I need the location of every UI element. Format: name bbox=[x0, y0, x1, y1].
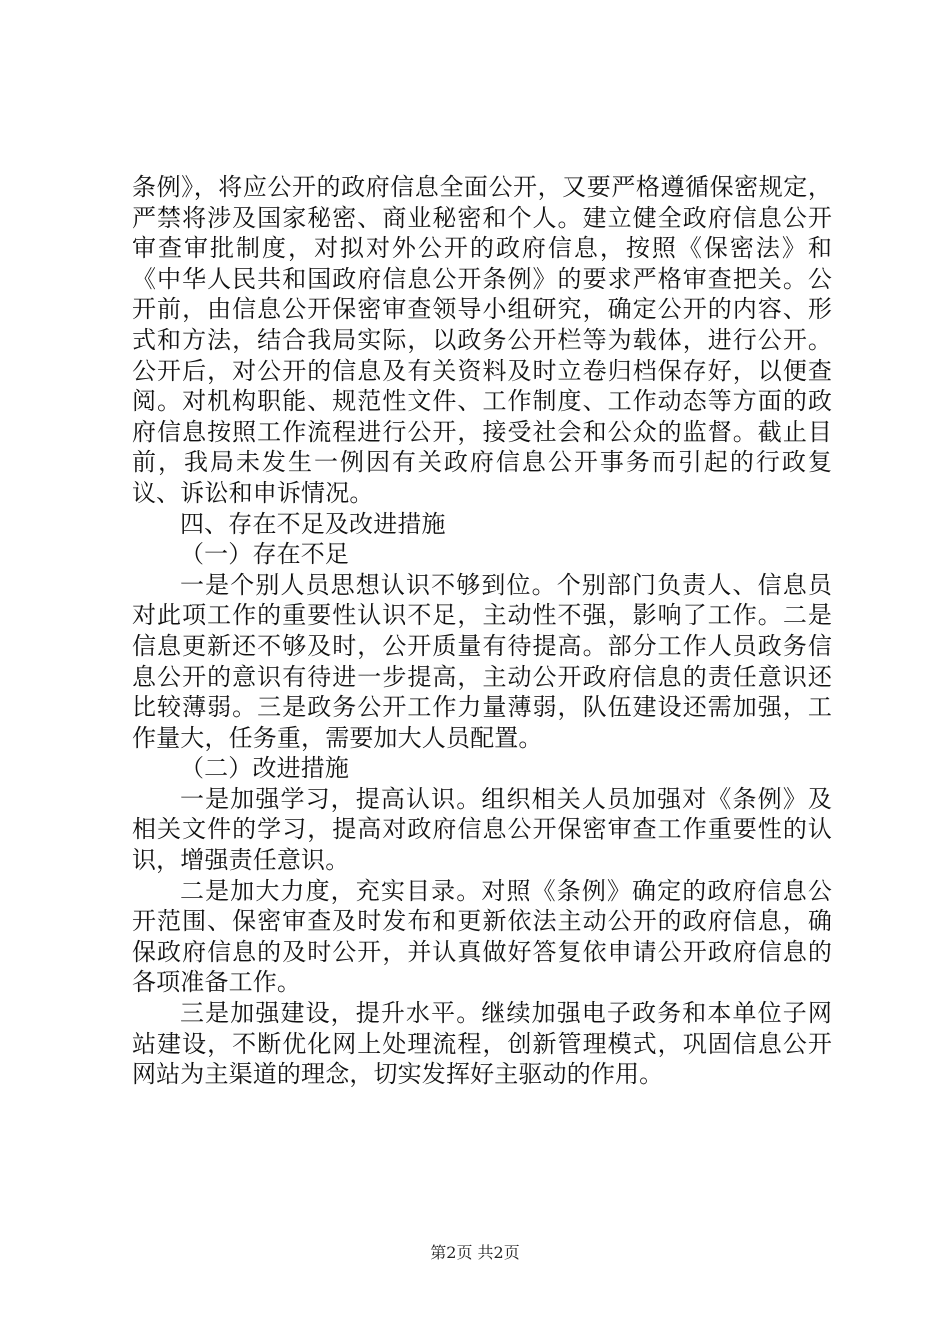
paragraph-continued-regulations: 条例》，将应公开的政府信息全面公开，又要严格遵循保密规定，严禁将涉及国家秘密、商业秘密和个人。建立健全政府信息公开审查审批制度，对拟对外公开的政府信息，按照《保密法》和《中华人民共和国政府信息公开条例》的要求严格审查把关。公开前，由信息公开保密审查领导小组研究，确定公开的内容、形式和方法，结合我局实际，以政务公开栏等为载体，进行公开。公开后，对公开的信息及有关资料及时立卷归档保存好，以便查阅。对机构职能、规范性文件、工作制度、工作动态等方面的政府信息按照工作流程进行公开，接受社会和公众的监督。截止目前，我局未发生一例因有关政府信息公开事务而引起的行政复议、诉讼和申诉情况。 bbox=[132, 173, 832, 507]
page-number-footer: 第2页 共2页 bbox=[430, 1243, 520, 1262]
subheading-improvement-measures: （二）改进措施 bbox=[180, 754, 350, 783]
subheading-shortcomings: （一）存在不足 bbox=[180, 540, 350, 569]
paragraph-measure-three: 三是加强建设，提升水平。继续加强电子政务和本单位子网站建设，不断优化网上处理流程，创新管理模式，巩固信息公开网站为主渠道的理念，切实发挥好主驱动的作用。 bbox=[132, 999, 832, 1089]
paragraph-measure-one: 一是加强学习，提高认识。组织相关人员加强对《条例》及相关文件的学习，提高对政府信息公开保密审查工作重要性的认识，增强责任意识。 bbox=[132, 784, 832, 875]
paragraph-shortcomings: 一是个别人员思想认识不够到位。个别部门负责人、信息员对此项工作的重要性认识不足，主动性不强，影响了工作。二是信息更新还不够及时，公开质量有待提高。部分工作人员政务信息公开的意识有待进一步提高，主动公开政府信息的责任意识还比较薄弱。三是政务公开工作力量薄弱，队伍建设还需加强，工作量大，任务重，需要加大人员配置。 bbox=[132, 570, 832, 752]
section-heading-shortcomings-and-measures: 四、存在不足及改进措施 bbox=[180, 509, 446, 538]
paragraph-measure-two: 二是加大力度，充实目录。对照《条例》确定的政府信息公开范围、保密审查及时发布和更新依法主动公开的政府信息，确保政府信息的及时公开，并认真做好答复依申请公开政府信息的各项准备工作。 bbox=[132, 876, 832, 997]
document-body bbox=[132, 172, 832, 1090]
